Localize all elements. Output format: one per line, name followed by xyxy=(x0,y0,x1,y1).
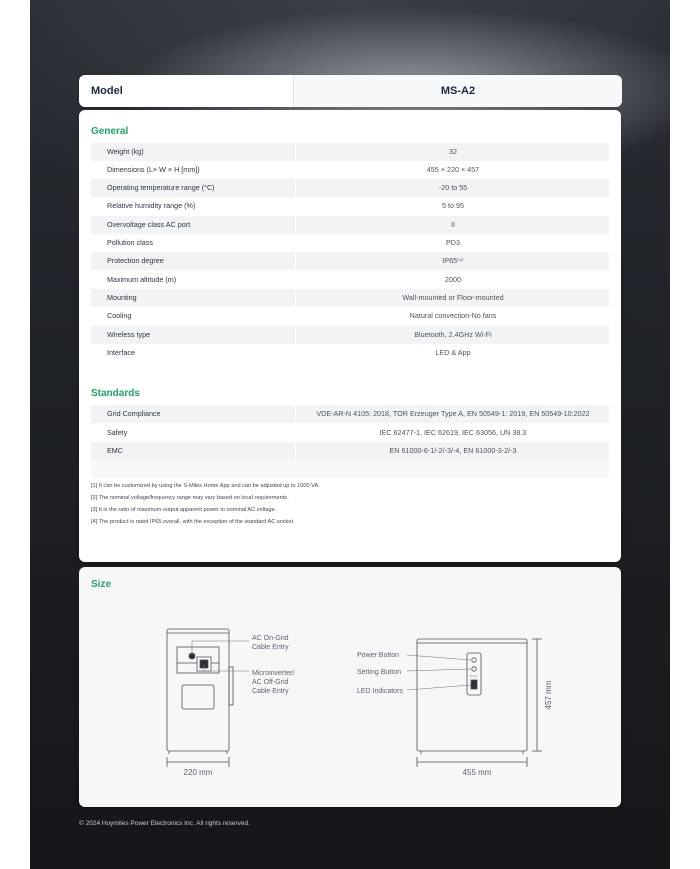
label-led-indicators: LED Indicators xyxy=(357,688,403,695)
spec-value: 5 to 95 xyxy=(295,197,610,215)
general-section-title: General xyxy=(91,126,129,137)
spec-key: Protection degree xyxy=(107,256,164,265)
spec-value: 455 × 220 × 457 xyxy=(295,161,610,179)
side-view-drawing xyxy=(167,629,233,767)
spec-table-card xyxy=(79,110,621,562)
spec-row xyxy=(91,326,609,344)
spec-row xyxy=(91,424,609,442)
spec-key: Relative humidity range (%) xyxy=(107,201,196,210)
spec-value: VDE-AR-N 4105: 2018, TOR Erzeuger Type A, EN 50549-1: 2019, EN 50549-10:2022 xyxy=(295,405,610,423)
size-card xyxy=(79,567,621,807)
standards-section-title: Standards xyxy=(91,388,140,399)
spec-key: Cooling xyxy=(107,311,132,320)
spec-key: Interface xyxy=(107,348,135,357)
spec-value: PD3 xyxy=(295,234,610,252)
front-length-label: 455 mm xyxy=(462,768,492,777)
spec-key: Dimensions (L× W × H [mm]) xyxy=(107,165,200,174)
spec-value: 32 xyxy=(295,143,610,161)
label-on-grid: Cable Entry xyxy=(252,644,289,651)
spec-row xyxy=(91,252,609,270)
model-label: Model xyxy=(91,85,123,97)
spec-value: Wall-mounted or Floor-mounted xyxy=(295,289,610,307)
spec-key: Mounting xyxy=(107,293,137,302)
spec-key: Pollution class xyxy=(107,238,153,247)
spec-value: II xyxy=(295,216,610,234)
spec-key: Overvoltage class AC port xyxy=(107,220,191,229)
footnote: [3] It is the ratio of maximum output apparent power to nominal AC voltage. xyxy=(91,507,277,513)
footnote: [1] It can be customized by using the S-Miles Home App and can be adjusted up to 1000 VA. xyxy=(91,483,320,489)
size-diagram xyxy=(79,567,621,807)
spec-row xyxy=(91,161,609,179)
blank-row xyxy=(91,460,609,478)
spec-row xyxy=(91,234,609,252)
spec-row xyxy=(91,179,609,197)
spec-value: -20 to 55 xyxy=(295,179,610,197)
spec-value: LED & App xyxy=(295,344,610,362)
front-height-label: 457 mm xyxy=(544,680,553,710)
front-view-drawing xyxy=(417,639,542,767)
footnote: [4] The product is rated IP65 overall, with the exception of the standard AC socket. xyxy=(91,519,295,525)
spec-row xyxy=(91,344,609,362)
spec-key: Maximum altitude (m) xyxy=(107,275,177,284)
model-header xyxy=(79,75,621,107)
spec-key: Safety xyxy=(107,428,128,437)
model-value: MS-A2 xyxy=(293,75,622,107)
label-setting-button: Setting Button xyxy=(357,669,401,676)
spec-key: Wireless type xyxy=(107,330,151,339)
spec-row xyxy=(91,442,609,460)
spec-row xyxy=(91,289,609,307)
spec-row xyxy=(91,143,609,161)
spec-row xyxy=(91,307,609,325)
spec-key: EMC xyxy=(107,446,123,455)
label-off-grid: Cable Entry xyxy=(252,688,289,695)
spec-key: Operating temperature range (°C) xyxy=(107,183,215,192)
spec-value: EN 61000-6-1/-2/-3/-4, EN 61000-3-2/-3 xyxy=(295,442,610,460)
label-off-grid: AC Off-Grid xyxy=(252,679,289,686)
spec-row xyxy=(91,271,609,289)
page-background xyxy=(30,0,670,869)
side-width-label: 220 mm xyxy=(183,768,213,777)
spec-value: IP65⁽⁴⁾ xyxy=(295,252,610,270)
spec-value: Natural convection-No fans xyxy=(295,307,610,325)
label-on-grid: AC On-Grid xyxy=(252,635,289,642)
spec-row xyxy=(91,405,609,423)
spec-value: IEC 62477-1, IEC 62619, IEC 63056, UN 38.3 xyxy=(295,424,610,442)
footnotes xyxy=(91,480,320,528)
spec-key: Weight (kg) xyxy=(107,147,144,156)
size-section-title: Size xyxy=(91,579,112,590)
spec-value: Bluetooth, 2.4GHz Wi-Fi xyxy=(295,326,610,344)
label-power-button: Power Button xyxy=(357,652,400,659)
copyright-footer: © 2024 Hoymiles Power Electronics Inc. All rights reserved. xyxy=(79,820,250,827)
spec-key: Grid Compliance xyxy=(107,409,161,418)
footnote: [2] The nominal voltage/frequency range may vary based on local requirements. xyxy=(91,495,289,501)
spec-value: 2000 xyxy=(295,271,610,289)
spec-row xyxy=(91,197,609,215)
label-off-grid: Microinverter/ xyxy=(252,670,295,677)
spec-row xyxy=(91,216,609,234)
